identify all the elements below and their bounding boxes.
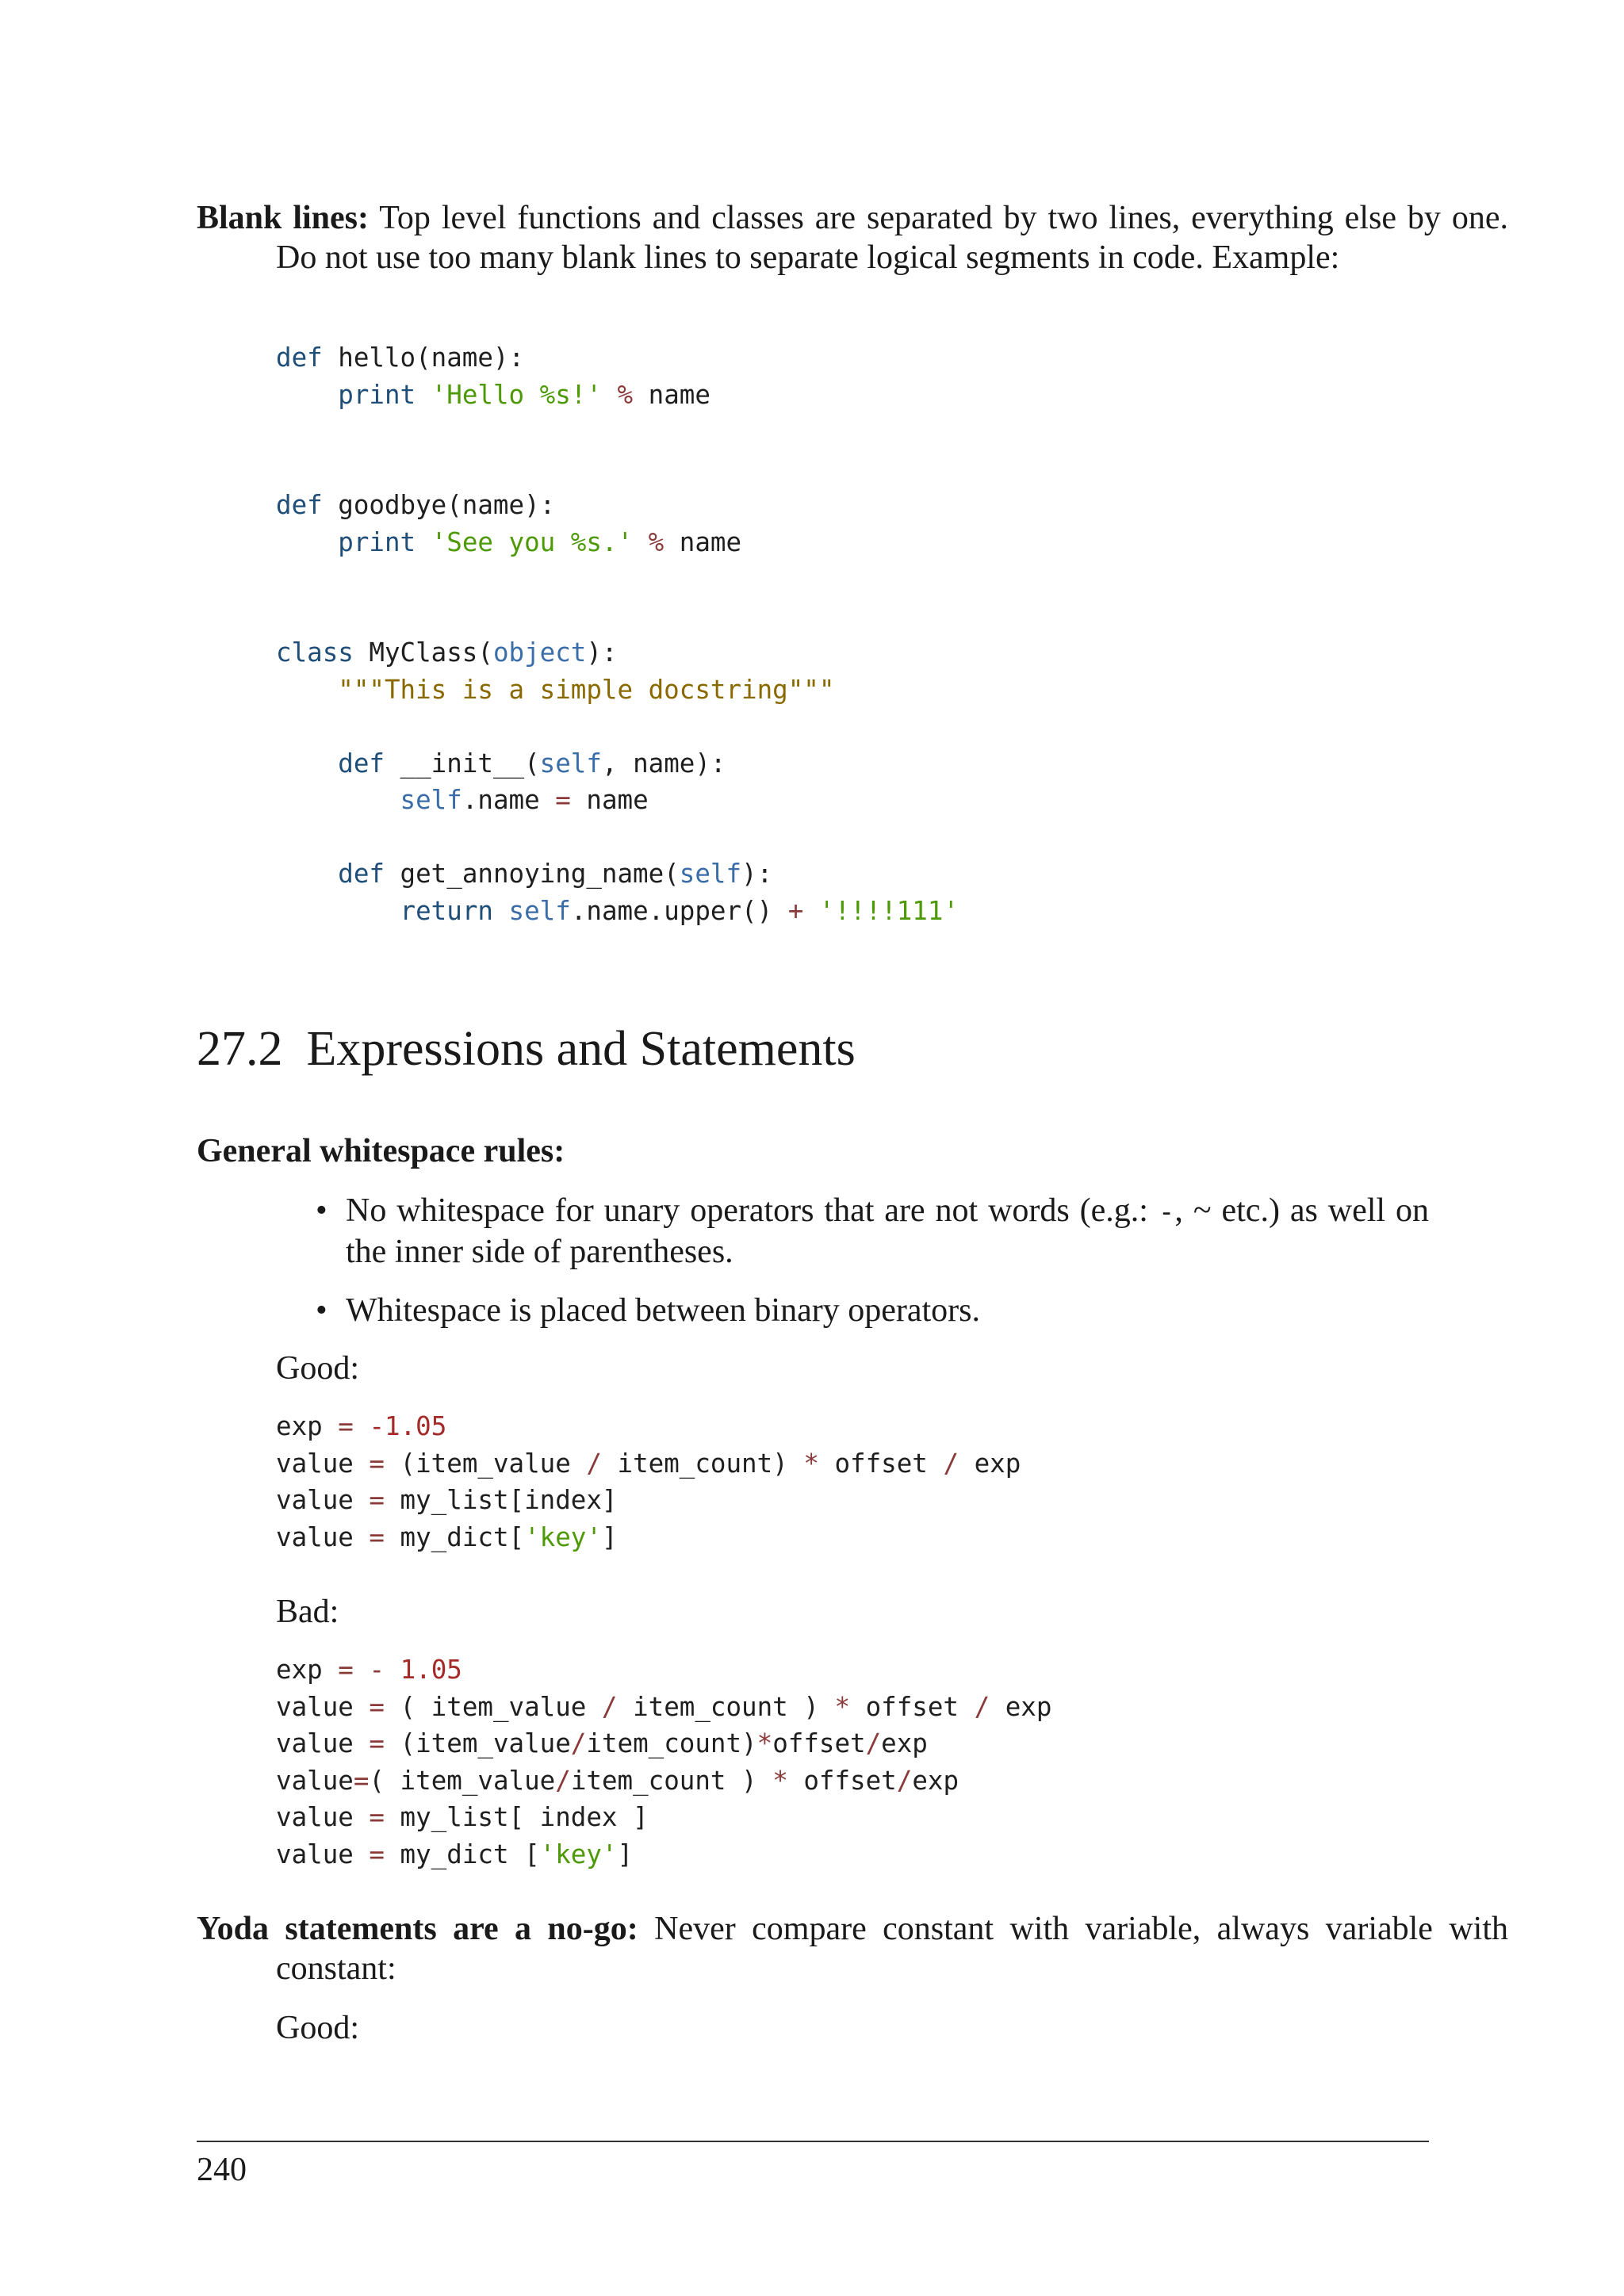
code-line: return self.name.upper() + '!!!!111'	[400, 895, 959, 926]
yoda-paragraph	[197, 1909, 1508, 1988]
code-line: exp = - 1.05	[276, 1655, 462, 1685]
code-line: def hello(name):	[276, 342, 525, 373]
good-label: Good:	[276, 1350, 359, 1387]
footer-rule	[197, 2141, 1429, 2142]
code-line: value = (item_value / item_count) * offset / exp	[276, 1448, 1021, 1479]
code-line: value = my_dict['key']	[276, 1521, 618, 1552]
code-line: """This is a simple docstring"""	[338, 674, 835, 705]
code-line: def goodbye(name):	[276, 490, 556, 520]
section-title: Expressions and Statements	[306, 1022, 856, 1076]
code-line: value=( item_value/item_count ) * offset/exp	[276, 1765, 959, 1796]
code-line: print 'Hello %s!' % name	[338, 379, 710, 410]
code-line: value = (item_value/item_count)*offset/exp	[276, 1728, 928, 1758]
page-number: 240	[197, 2152, 247, 2188]
yoda-term: Yoda statements are a no-go:	[197, 1911, 638, 1947]
code-line: def get_annoying_name(self):	[338, 859, 773, 889]
bad-label: Bad:	[276, 1594, 339, 1630]
code-line: value = my_dict ['key']	[276, 1839, 634, 1869]
yoda-text: Never compare constant with variable, always variable with constant:	[276, 1911, 1508, 1987]
code-block-bad	[276, 1651, 1051, 1873]
section-number: 27.2	[197, 1022, 283, 1076]
whitespace-bullet-list	[316, 1191, 1429, 1349]
code-block-good	[276, 1408, 1021, 1556]
bullet-glyph: •	[316, 1192, 327, 1229]
yoda-good-label: Good:	[276, 2010, 359, 2046]
section-heading	[197, 1021, 856, 1077]
code-line: def __init__(self, name):	[338, 748, 726, 779]
code-line: class MyClass(object):	[276, 637, 618, 668]
code-line: value = my_list[index]	[276, 1485, 618, 1515]
code-line: value = my_list[ index ]	[276, 1802, 649, 1832]
list-item: • Whitespace is placed between binary operators.	[316, 1292, 980, 1329]
whitespace-rules-heading: General whitespace rules:	[197, 1133, 565, 1169]
blank-lines-term: Blank lines:	[197, 200, 370, 236]
blank-lines-paragraph	[197, 198, 1508, 277]
code-line: value = ( item_value / item_count ) * offset / exp	[276, 1691, 1052, 1722]
bullet-glyph: •	[316, 1292, 327, 1329]
blank-lines-text: Top level functions and classes are separated by two lines, everything else by one. Do not use too many blank lines to separate logical segments in code. Example:	[276, 200, 1508, 276]
code-line: self.name = name	[400, 785, 649, 815]
code-block-blank-lines	[276, 339, 959, 929]
code-line: print 'See you %s.' % name	[338, 526, 742, 557]
list-item: • No whitespace for unary operators that are not words (e.g.: -, ~ etc.) as well on the inner side of parentheses.	[316, 1192, 1429, 1270]
code-line: exp = -1.05	[276, 1411, 447, 1441]
